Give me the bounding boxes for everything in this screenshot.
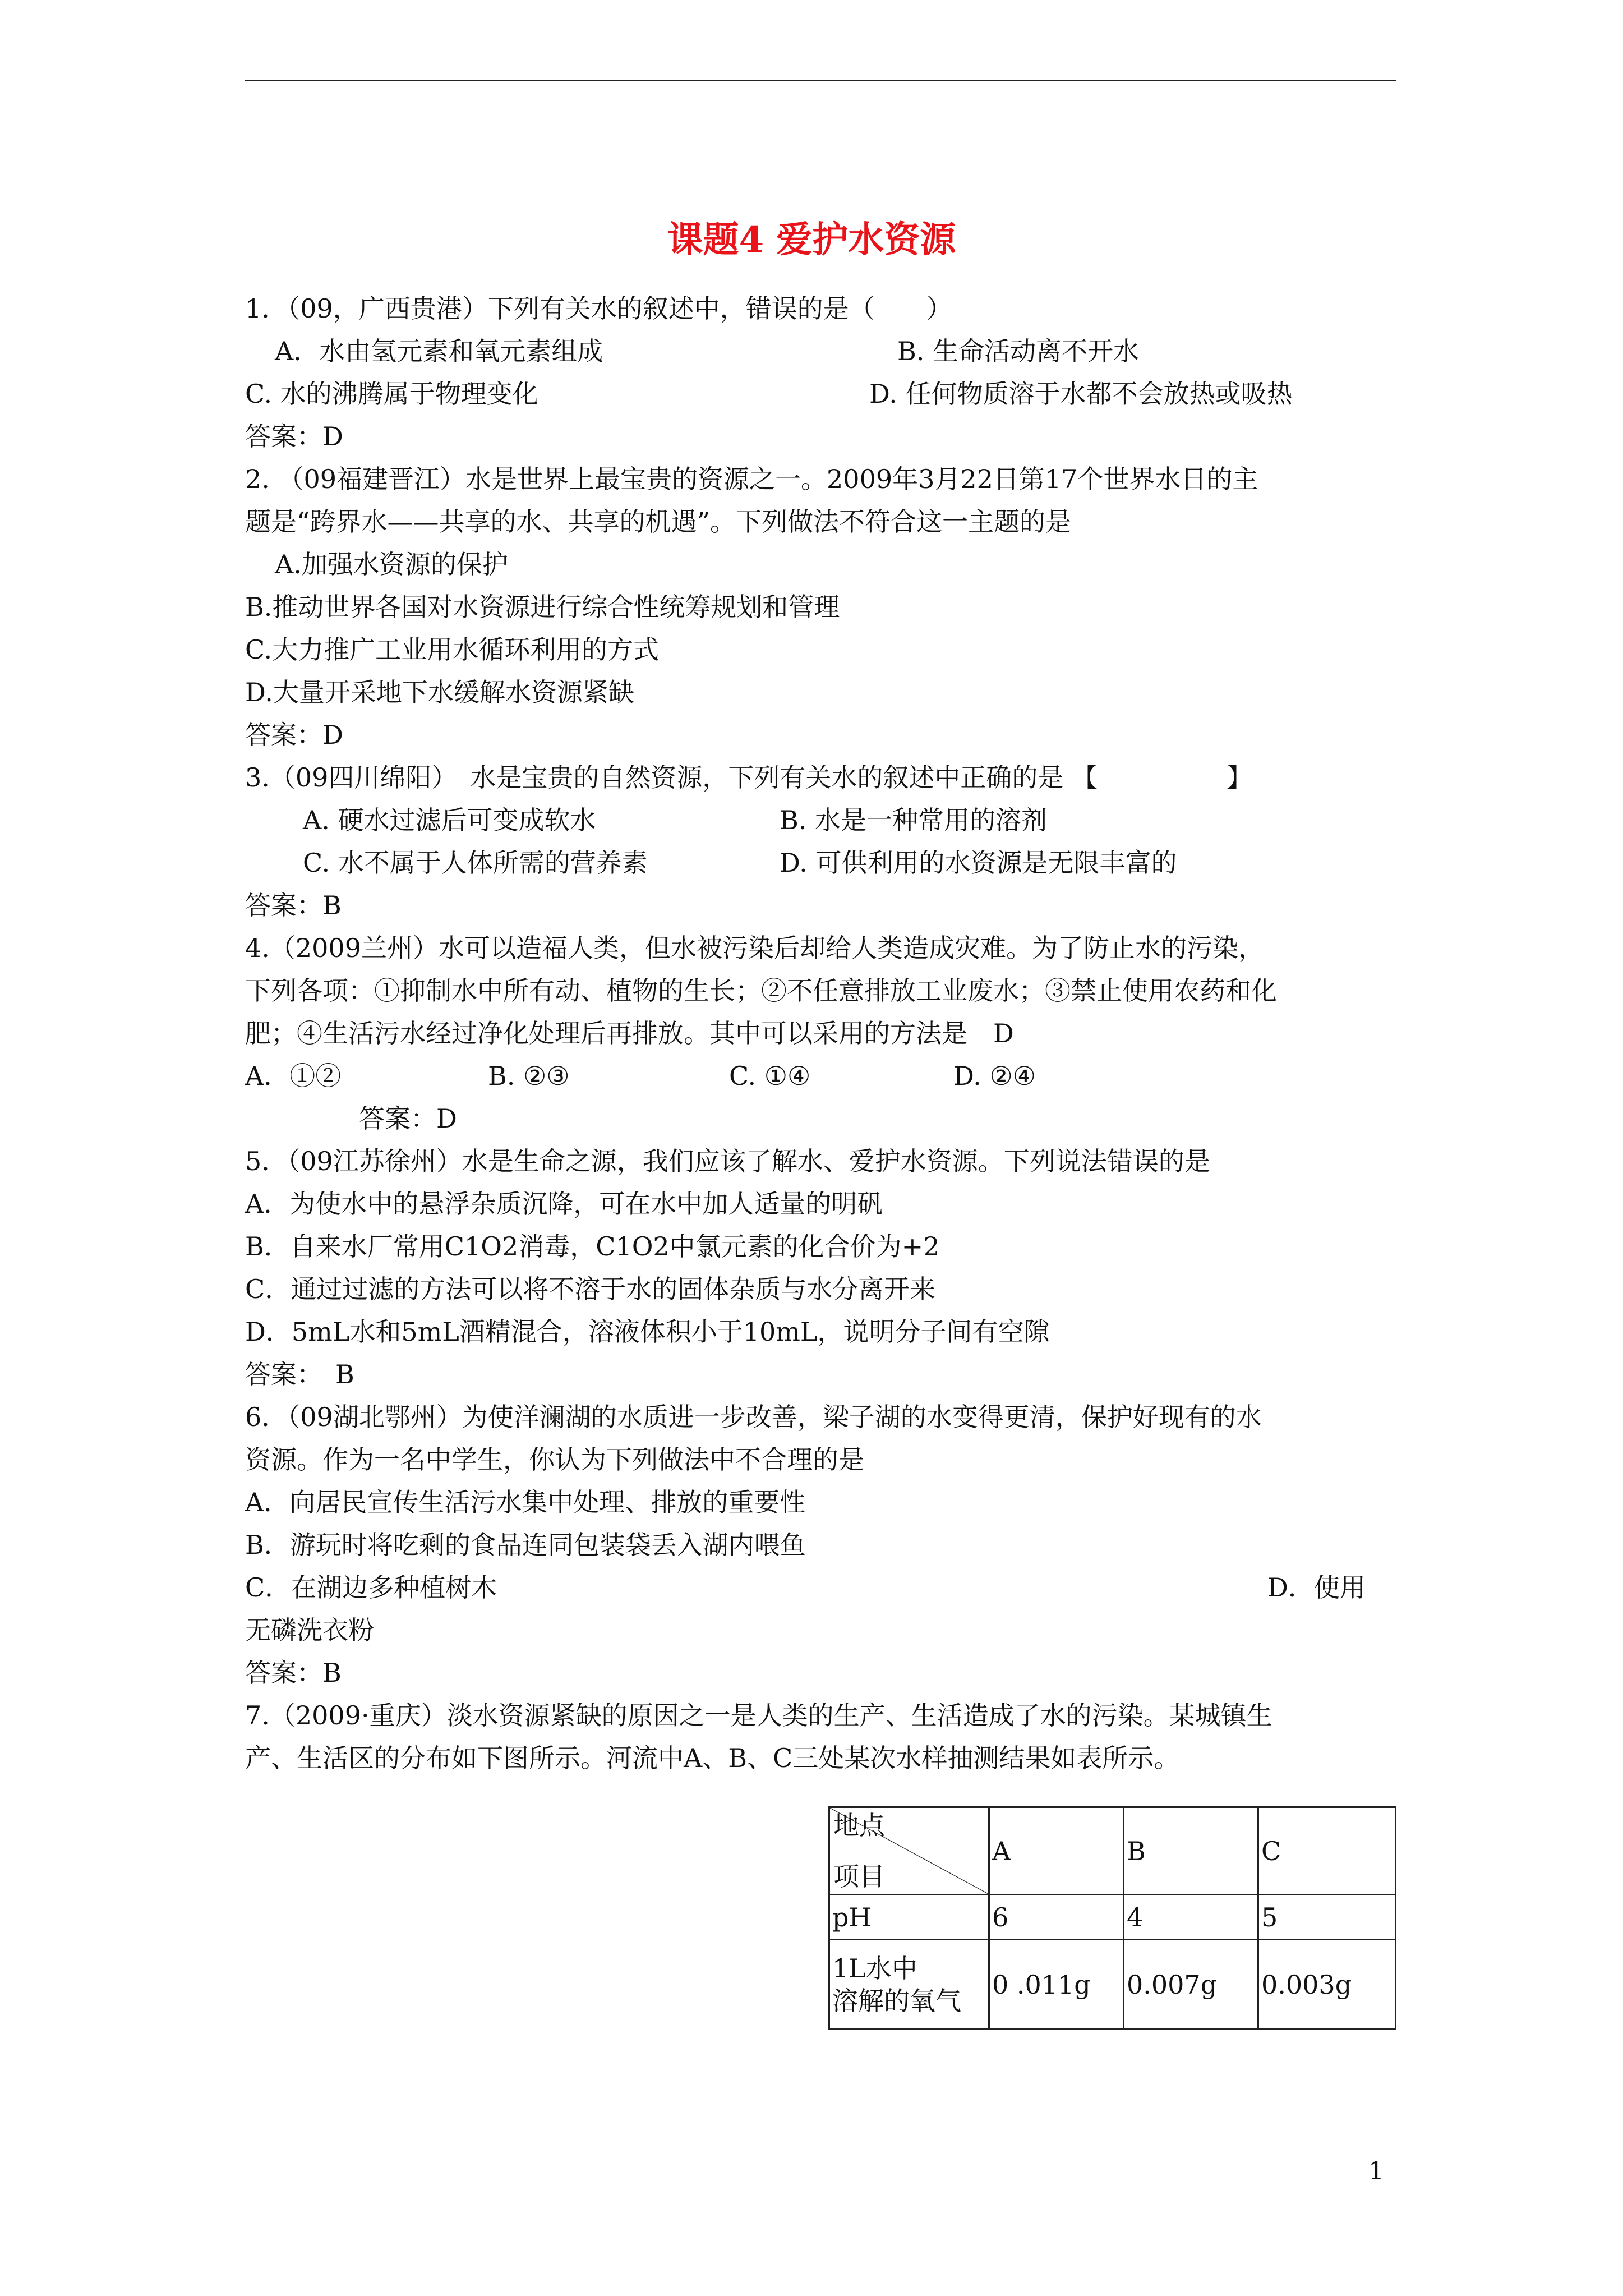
q4-answer: 答案：D bbox=[359, 1103, 457, 1134]
ph-value-c: 5 bbox=[1258, 1895, 1396, 1940]
q6-option-d: D．使用 bbox=[1267, 1572, 1366, 1603]
q2-stem-line1: 2. （09福建晋江）水是世界上最宝贵的资源之一。2009年3月22日第17个世界水日的主 bbox=[245, 464, 1258, 494]
q4-stem-line1: 4.（2009兰州）水可以造福人类，但水被污染后却给人类造成灾难。为了防止水的污染， bbox=[245, 933, 1264, 963]
q3-option-b: B. 水是一种常用的溶剂 bbox=[780, 805, 1048, 835]
table-row bbox=[829, 1940, 1396, 2030]
q6-stem-line2: 资源。作为一名中学生，你认为下列做法中不合理的是 bbox=[245, 1444, 864, 1475]
q1-answer: 答案：D bbox=[245, 421, 343, 452]
q6-option-d-cont: 无磷洗衣粉 bbox=[245, 1615, 374, 1645]
page-title: 课题4 爱护水资源 bbox=[667, 219, 956, 261]
q2-option-c: C.大力推广工业用水循环利用的方式 bbox=[245, 634, 660, 665]
q1-stem: 1．（09，广西贵港）下列有关水的叙述中，错误的是（ ） bbox=[245, 293, 952, 324]
q7-stem-line1: 7.（2009·重庆）淡水资源紧缺的原因之一是人类的生产、生活造成了水的污染。某城镇生 bbox=[245, 1700, 1272, 1731]
q3-stem: 3.（09四川绵阳） 水是宝贵的自然资源，下列有关水的叙述中正确的是 【 】 bbox=[245, 762, 1253, 793]
header-rule bbox=[245, 80, 1396, 81]
column-header-c: C bbox=[1258, 1807, 1396, 1895]
q6-stem-line1: 6．（09湖北鄂州）为使洋澜湖的水质进一步改善，梁子湖的水变得更清，保护好现有的水 bbox=[245, 1402, 1262, 1432]
q7-stem-line2: 产、生活区的分布如下图所示。河流中A、B、C三处某次水样抽测结果如表所示。 bbox=[245, 1743, 1180, 1773]
q2-answer: 答案：D bbox=[245, 720, 343, 750]
q6-answer: 答案：B bbox=[245, 1658, 342, 1688]
q5-option-b: B．自来水厂常用C1O2消毒，C1O2中氯元素的化合价为+2 bbox=[245, 1231, 940, 1262]
oxygen-value-b: 0.007g bbox=[1124, 1940, 1258, 2030]
table-row bbox=[829, 1895, 1396, 1940]
q5-answer: 答案： B bbox=[245, 1359, 354, 1389]
q1-option-b: B. 生命活动离不开水 bbox=[897, 336, 1140, 366]
q5-option-d: D．5mL水和5mL酒精混合，溶液体积小于10mL，说明分子间有空隙 bbox=[245, 1317, 1050, 1347]
q4-stem-line3: 肥；④生活污水经过净化处理后再排放。其中可以采用的方法是 D bbox=[245, 1018, 1014, 1048]
q3-answer: 答案：B bbox=[245, 890, 342, 921]
corner-label-location: 地点 bbox=[833, 1810, 885, 1841]
q3-option-d: D. 可供利用的水资源是无限丰富的 bbox=[780, 848, 1177, 878]
ph-value-a: 6 bbox=[989, 1895, 1124, 1940]
q4-option-c: C. ①④ bbox=[729, 1061, 811, 1091]
q3-option-c: C. 水不属于人体所需的营养素 bbox=[303, 848, 648, 878]
oxygen-value-c: 0.003g bbox=[1258, 1940, 1396, 2030]
water-sample-table bbox=[828, 1806, 1396, 2030]
q4-option-b: B. ②③ bbox=[488, 1061, 570, 1091]
corner-label-item: 项目 bbox=[833, 1861, 885, 1892]
q5-stem: 5．（09江苏徐州）水是生命之源，我们应该了解水、爱护水资源。下列说法错误的是 bbox=[245, 1146, 1210, 1176]
q2-option-b: B.推动世界各国对水资源进行综合性统筹规划和管理 bbox=[245, 592, 840, 622]
page-number: 1 bbox=[1368, 2157, 1384, 2185]
q2-option-a: A.加强水资源的保护 bbox=[275, 549, 508, 579]
q5-option-a: A．为使水中的悬浮杂质沉降，可在水中加人适量的明矾 bbox=[245, 1189, 883, 1219]
q6-option-c: C．在湖边多种植树木 bbox=[245, 1572, 497, 1603]
q5-option-c: C．通过过滤的方法可以将不溶于水的固体杂质与水分离开来 bbox=[245, 1274, 936, 1304]
q3-option-a: A. 硬水过滤后可变成软水 bbox=[303, 805, 596, 835]
column-header-b: B bbox=[1124, 1807, 1258, 1895]
ph-value-b: 4 bbox=[1124, 1895, 1258, 1940]
q4-stem-line2: 下列各项：①抑制水中所有动、植物的生长；②不任意排放工业废水；③禁止使用农药和化 bbox=[245, 976, 1277, 1006]
q4-option-d: D. ②④ bbox=[953, 1061, 1036, 1091]
row-label-ph: pH bbox=[829, 1895, 989, 1940]
q6-option-a: A．向居民宣传生活污水集中处理、排放的重要性 bbox=[245, 1487, 806, 1517]
q2-stem-line2: 题是“跨界水——共享的水、共享的机遇”。下列做法不符合这一主题的是 bbox=[245, 507, 1072, 537]
q4-option-a: A．①② bbox=[245, 1061, 342, 1091]
q6-option-b: B．游玩时将吃剩的食品连同包装袋丢入湖内喂鱼 bbox=[245, 1530, 806, 1560]
q1-option-d: D. 任何物质溶于水都不会放热或吸热 bbox=[869, 379, 1293, 409]
table-corner-cell bbox=[829, 1807, 989, 1895]
row-label-oxygen bbox=[829, 1940, 989, 2030]
q1-option-c: C. 水的沸腾属于物理变化 bbox=[245, 379, 538, 409]
table-header-row bbox=[829, 1807, 1396, 1895]
column-header-a: A bbox=[989, 1807, 1124, 1895]
q1-option-a: A．水由氢元素和氧元素组成 bbox=[275, 336, 603, 366]
row-label-oxygen-line2: 溶解的氧气 bbox=[832, 1985, 961, 2016]
q2-option-d: D.大量开采地下水缓解水资源紧缺 bbox=[245, 677, 634, 707]
row-label-oxygen-line1: 1L水中 bbox=[832, 1953, 917, 1984]
oxygen-value-a: 0 .011g bbox=[989, 1940, 1124, 2030]
